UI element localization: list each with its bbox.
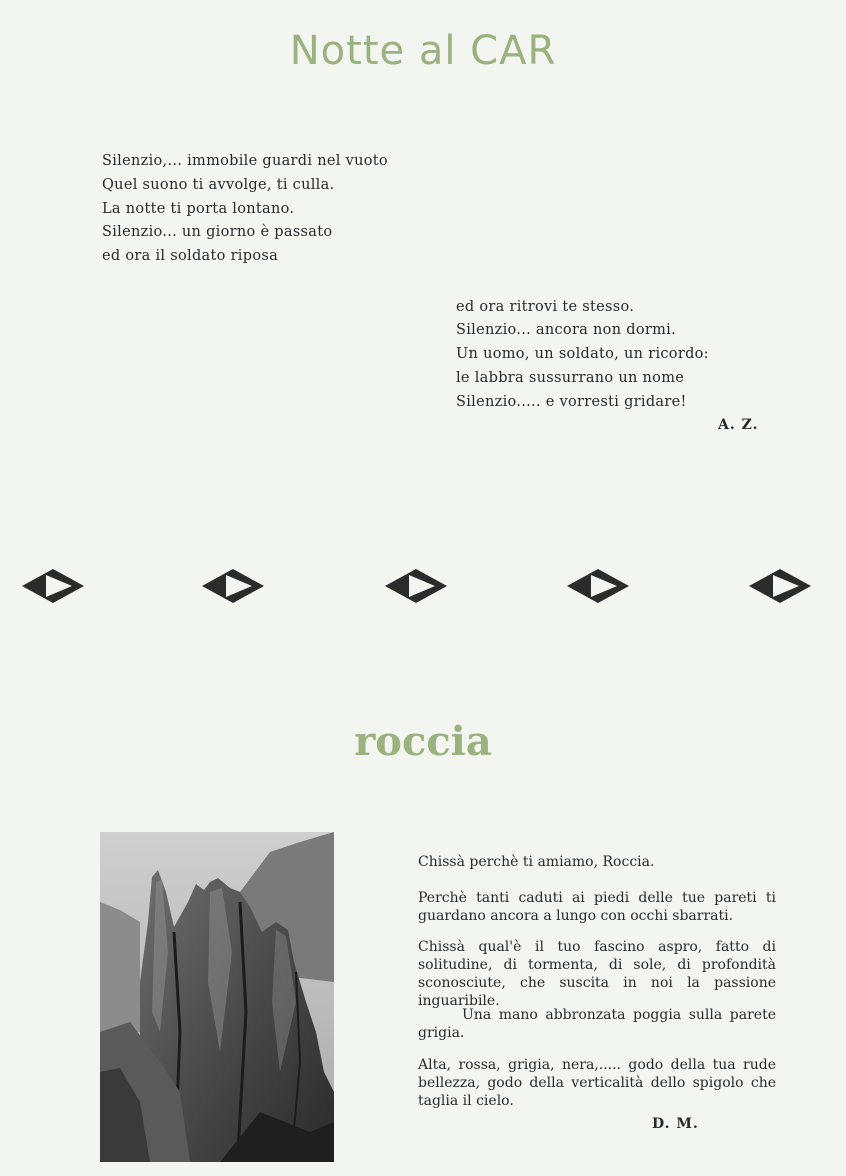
poem-line: Silenzio,... immobile guardi nel vuoto	[102, 153, 388, 169]
prose-paragraph: Chissà qual'è il tuo fascino aspro, fatto di solitudine, di tormenta, di sole, di profondità sconosciute, che suscita in noi la passione inguaribile.	[418, 939, 776, 1009]
poem-line: Silenzio..... e vorresti gridare!	[456, 394, 687, 410]
poem-line: ed ora ritrovi te stesso.	[456, 299, 635, 315]
diamond-ornament-icon	[565, 566, 631, 606]
poem-line: Quel suono ti avvolge, ti culla.	[102, 177, 335, 193]
prose-paragraph: Perchè tanti caduti ai piedi delle tue pareti ti guardano ancora a lungo con occhi sbarrati.	[418, 890, 776, 924]
rock-photo	[100, 832, 334, 1162]
diamond-ornament-icon	[383, 566, 449, 606]
prose-paragraph: Chissà perchè ti amiamo, Roccia.	[418, 854, 655, 870]
prose-signature: D. M.	[652, 1116, 699, 1132]
poem-line: La notte ti porta lontano.	[102, 201, 295, 217]
prose-paragraph: Una mano abbronzata poggia sulla parete grigia.	[418, 1007, 776, 1041]
poem-line: le labbra sussurrano un nome	[456, 370, 685, 386]
poem-line: ed ora il soldato riposa	[102, 248, 279, 264]
roccia-title: roccia	[354, 718, 492, 765]
diamond-ornament-icon	[20, 566, 86, 606]
poem-title: Notte al CAR	[289, 28, 557, 74]
diamond-ornament-icon	[747, 566, 813, 606]
poem-line: Un uomo, un soldato, un ricordo:	[456, 346, 709, 362]
diamond-ornament-icon	[200, 566, 266, 606]
poem-line: Silenzio... un giorno è passato	[102, 224, 333, 240]
poem-line: Silenzio... ancora non dormi.	[456, 322, 676, 338]
prose-paragraph: Alta, rossa, grigia, nera,..... godo della tua rude bellezza, godo della verticalità dello spigolo che taglia il cielo.	[418, 1057, 776, 1109]
poem-signature: A. Z.	[718, 417, 759, 433]
